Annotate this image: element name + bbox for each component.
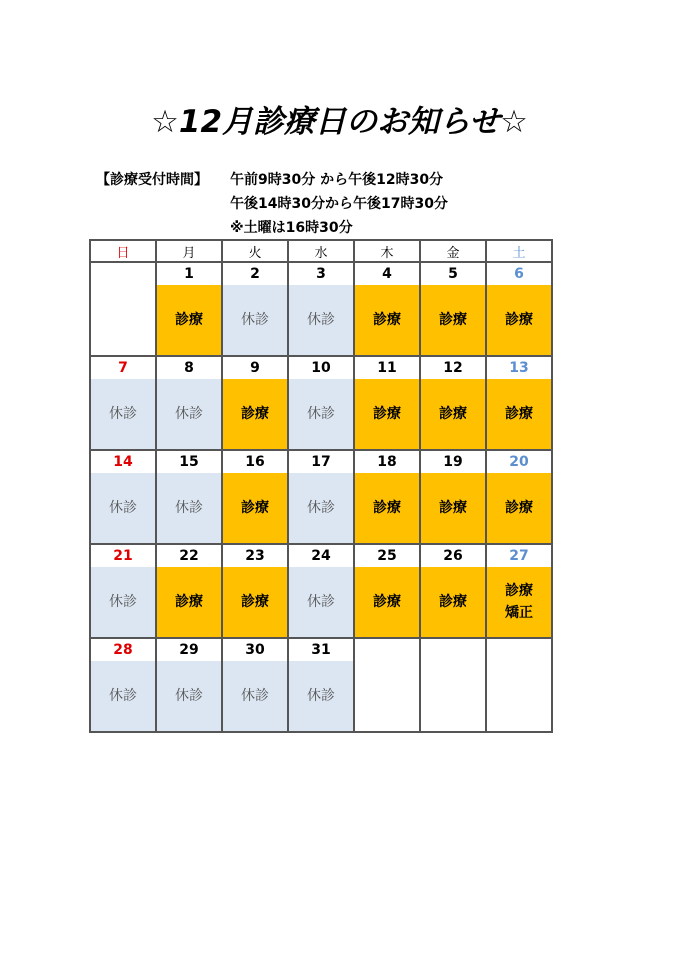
calendar-status-open	[222, 379, 288, 450]
hours-line-1: 午前9時30分 から午後12時30分	[230, 172, 444, 188]
calendar-status-label-2: 矯正	[505, 605, 533, 621]
calendar-day-number: 27	[486, 544, 552, 567]
week-day-number-row	[90, 638, 552, 661]
calendar-status-open	[354, 473, 420, 544]
calendar-status-closed	[90, 661, 156, 732]
calendar-day-number: 11	[354, 356, 420, 379]
calendar-status-closed	[288, 285, 354, 356]
calendar-day-number: 13	[486, 356, 552, 379]
calendar-day-number: 1	[156, 262, 222, 285]
calendar-status-closed	[90, 473, 156, 544]
calendar-day-number: 25	[354, 544, 420, 567]
calendar-day-number: 20	[486, 450, 552, 473]
calendar-status-label: 診療	[439, 500, 467, 516]
calendar-empty-cell	[90, 262, 156, 356]
calendar-day-number: 30	[222, 638, 288, 661]
calendar-day-number: 19	[420, 450, 486, 473]
weekday-fri: 金	[420, 240, 486, 262]
hours-line-2: 午後14時30分から午後17時30分	[230, 196, 448, 212]
calendar-status-label: 診療	[505, 500, 533, 516]
calendar-status-label: 診療	[505, 312, 533, 328]
calendar-day-number: 23	[222, 544, 288, 567]
calendar-status-label: 診療	[373, 406, 401, 422]
calendar-status-label: 休診	[307, 312, 335, 328]
calendar-status-closed	[90, 379, 156, 450]
calendar-day-number: 8	[156, 356, 222, 379]
weekday-sat: 土	[486, 240, 552, 262]
calendar-status-label: 休診	[175, 688, 203, 704]
calendar-status-label: 診療	[505, 583, 533, 599]
calendar-day-number: 15	[156, 450, 222, 473]
calendar-status-closed	[288, 567, 354, 638]
calendar-day-number: 14	[90, 450, 156, 473]
week-status-row	[90, 379, 552, 450]
calendar-status-open	[486, 379, 552, 450]
calendar-status-open	[486, 473, 552, 544]
calendar-table	[89, 239, 553, 733]
calendar-day-number: 26	[420, 544, 486, 567]
calendar-day-number: 17	[288, 450, 354, 473]
calendar-status-label: 休診	[109, 500, 137, 516]
calendar-day-number: 22	[156, 544, 222, 567]
calendar-day-number: 28	[90, 638, 156, 661]
calendar-status-label: 休診	[109, 406, 137, 422]
calendar-status-open	[354, 379, 420, 450]
calendar-day-number: 16	[222, 450, 288, 473]
calendar-status-label: 休診	[307, 406, 335, 422]
calendar-status-label: 診療	[241, 500, 269, 516]
hours-label: 【診療受付時間】	[96, 172, 208, 188]
calendar-empty-cell	[354, 638, 420, 732]
weekday-sun: 日	[90, 240, 156, 262]
weekday-thu: 木	[354, 240, 420, 262]
page-title: ☆12月診療日のお知らせ☆	[151, 104, 528, 140]
calendar-day-number: 6	[486, 262, 552, 285]
weekday-tue: 火	[222, 240, 288, 262]
calendar-status-open	[486, 567, 552, 638]
calendar-status-open	[156, 285, 222, 356]
calendar-status-label: 診療	[373, 312, 401, 328]
calendar-status-open	[420, 473, 486, 544]
week-day-number-row	[90, 356, 552, 379]
week-day-number-row	[90, 544, 552, 567]
calendar-status-open	[486, 285, 552, 356]
calendar-status-open	[420, 379, 486, 450]
calendar-status-label: 診療	[439, 406, 467, 422]
calendar-status-label: 診療	[505, 406, 533, 422]
week-status-row	[90, 567, 552, 638]
hours-line-3: ※土曜は16時30分	[230, 220, 353, 236]
calendar-status-label: 休診	[109, 594, 137, 610]
calendar-status-label: 休診	[109, 688, 137, 704]
calendar-day-number: 18	[354, 450, 420, 473]
calendar-status-label: 診療	[439, 594, 467, 610]
calendar-status-label: 休診	[175, 500, 203, 516]
calendar-status-label: 診療	[373, 594, 401, 610]
calendar-status-label: 休診	[307, 594, 335, 610]
calendar-status-label: 診療	[241, 594, 269, 610]
calendar-status-label: 休診	[175, 406, 203, 422]
calendar-status-closed	[222, 285, 288, 356]
calendar-status-closed	[156, 473, 222, 544]
calendar-day-number: 9	[222, 356, 288, 379]
week-status-row	[90, 285, 552, 356]
weekday-header-row	[90, 240, 552, 262]
calendar-status-closed	[288, 661, 354, 732]
calendar-day-number: 4	[354, 262, 420, 285]
weekday-wed: 水	[288, 240, 354, 262]
calendar-day-number: 3	[288, 262, 354, 285]
calendar-status-open	[354, 285, 420, 356]
calendar-status-closed	[156, 661, 222, 732]
week-status-row	[90, 473, 552, 544]
weekday-mon: 月	[156, 240, 222, 262]
calendar-status-label: 診療	[439, 312, 467, 328]
calendar-status-label: 休診	[241, 688, 269, 704]
calendar-status-closed	[288, 379, 354, 450]
calendar-status-closed	[90, 567, 156, 638]
calendar-status-label: 診療	[241, 406, 269, 422]
calendar-empty-cell	[486, 638, 552, 732]
week-day-number-row	[90, 262, 552, 285]
calendar-status-label: 休診	[307, 500, 335, 516]
calendar-status-open	[156, 567, 222, 638]
calendar-day-number: 2	[222, 262, 288, 285]
calendar-day-number: 10	[288, 356, 354, 379]
calendar-status-closed	[222, 661, 288, 732]
week-day-number-row	[90, 450, 552, 473]
calendar-status-closed	[156, 379, 222, 450]
calendar-status-closed	[288, 473, 354, 544]
calendar-status-label: 診療	[175, 594, 203, 610]
calendar-day-number: 5	[420, 262, 486, 285]
calendar-day-number: 7	[90, 356, 156, 379]
reception-hours	[96, 168, 448, 240]
calendar-status-label: 診療	[175, 312, 203, 328]
calendar-status-open	[420, 285, 486, 356]
calendar-status-open	[354, 567, 420, 638]
calendar-status-label: 診療	[373, 500, 401, 516]
calendar-empty-cell	[420, 638, 486, 732]
calendar-day-number: 31	[288, 638, 354, 661]
calendar-day-number: 21	[90, 544, 156, 567]
calendar-status-label: 休診	[307, 688, 335, 704]
calendar-day-number: 29	[156, 638, 222, 661]
calendar-status-open	[222, 567, 288, 638]
calendar-day-number: 24	[288, 544, 354, 567]
calendar-status-open	[420, 567, 486, 638]
calendar-status-label: 休診	[241, 312, 269, 328]
calendar-day-number: 12	[420, 356, 486, 379]
calendar-status-open	[222, 473, 288, 544]
